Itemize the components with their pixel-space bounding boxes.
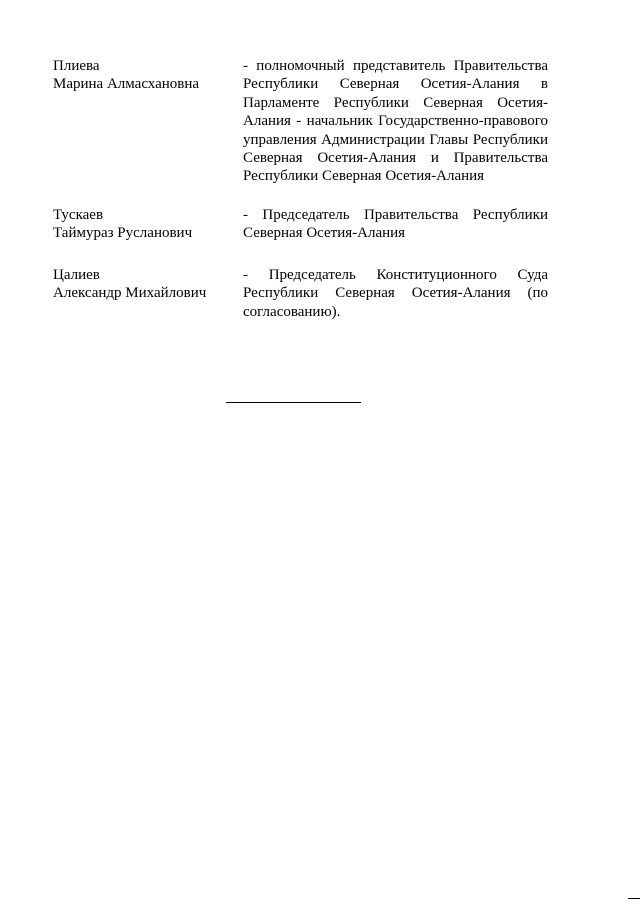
member-name (53, 206, 233, 243)
role-line: Алания - начальник Государственно-правового (243, 113, 548, 130)
role-line: - Председатель Конституционного Суда (243, 267, 548, 283)
member-surname: Цалиев (53, 267, 100, 283)
member-surname: Плиева (53, 58, 100, 74)
role-line: - полномочный представитель Правительства (243, 58, 548, 74)
role-line: - Председатель Правительства Республики (243, 207, 548, 223)
role-line: Республики Северная Осетия-Алания в (243, 76, 548, 93)
member-given-name: Александр Михайлович (53, 285, 207, 302)
member-name (53, 57, 233, 94)
role-line: согласованию). (243, 303, 341, 320)
member-name (53, 266, 233, 303)
member-surname: Тускаев (53, 207, 104, 223)
member-role (243, 266, 548, 321)
member-role (243, 206, 548, 243)
role-line: Северная Осетия-Алания и Правительства (243, 150, 548, 167)
closing-separator-line (226, 402, 361, 403)
role-line: Северная Осетия-Алания (243, 225, 406, 242)
role-line: Парламенте Республики Северная Осетия- (243, 94, 548, 111)
role-line: Республики Северная Осетия-Алания (по (243, 285, 548, 302)
member-role (243, 57, 548, 186)
member-given-name: Таймураз Русланович (53, 225, 193, 242)
role-line: управления Администрации Главы Республики (243, 131, 548, 148)
page-edge-mark (628, 898, 640, 899)
member-given-name: Марина Алмасхановна (53, 76, 200, 93)
role-line: Республики Северная Осетия-Алания (243, 168, 485, 185)
